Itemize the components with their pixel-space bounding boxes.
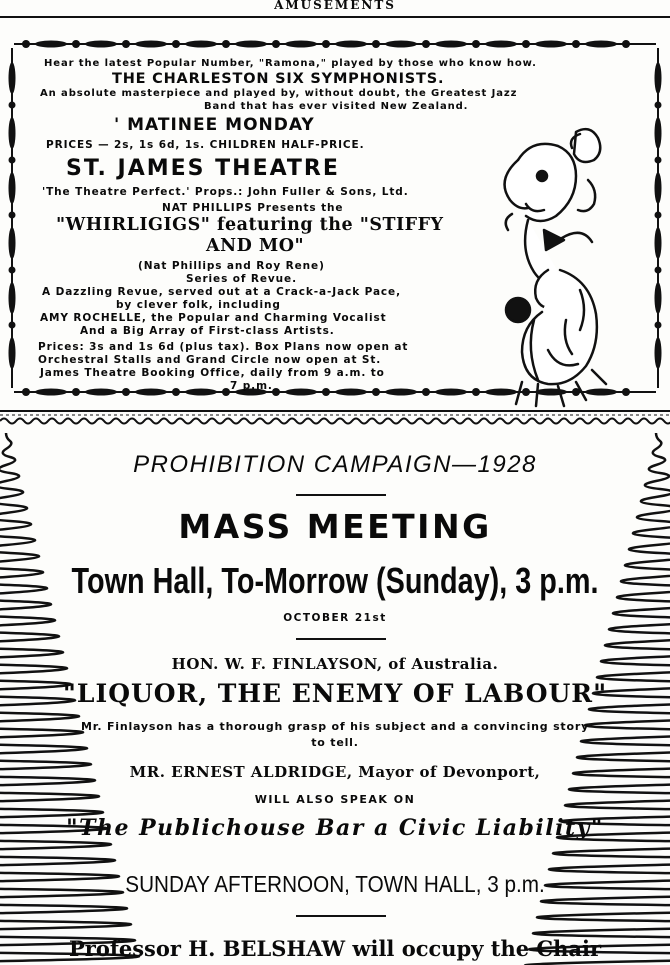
booking-info-2: Orchestral Stalls and Grand Circle now open at St. — [38, 354, 382, 366]
comedian-caricature-illustration — [488, 120, 613, 420]
header-rule — [0, 16, 670, 18]
show-title-1: "WHIRLIGIGS" featuring the "STIFFY — [56, 215, 444, 235]
speaker-1-line: HON. W. F. FINLAYSON, of Australia. — [171, 655, 499, 673]
mass-meeting-headline: MASS MEETING — [178, 507, 492, 546]
booking-info-1: Prices: 3s and 1s 6d (plus tax). Box Plans now open at — [38, 341, 409, 353]
speaker-1-description-1: Mr. Finlayson has a thorough grasp of his subject and a convincing story — [80, 720, 590, 733]
also-speak-line: WILL ALSO SPEAK ON — [254, 793, 416, 806]
intro-text: Hear the latest Popular Number, "Ramona," played by those who know how. — [44, 58, 537, 69]
section-header — [0, 0, 670, 16]
speaker-1-description-2: to tell. — [311, 736, 359, 749]
prices-line: PRICES — 2s, 1s 6d, 1s. CHILDREN HALF-PRICE. — [46, 139, 365, 151]
booking-info-3: James Theatre Booking Office, daily from 9 a.m. to — [40, 367, 385, 379]
speaker-2-line: MR. ERNEST ALDRIDGE, Mayor of Devonport, — [129, 763, 541, 781]
matinee-heading: ' MATINEE MONDAY — [114, 115, 315, 135]
presenter-line: NAT PHILLIPS Presents the — [162, 202, 344, 214]
mass-meeting-advertisement — [0, 425, 670, 965]
campaign-heading: PROHIBITION CAMPAIGN—1928 — [133, 451, 537, 478]
divider-2 — [296, 638, 386, 640]
series-line: Series of Revue. — [186, 273, 297, 285]
theatre-advertisement — [6, 38, 664, 398]
ornamental-separator — [0, 405, 670, 425]
stars-line: (Nat Phillips and Roy Rene) — [138, 260, 325, 272]
band-name: THE CHARLESTON SIX SYMPHONISTS. — [112, 71, 445, 87]
revue-description-3: AMY ROCHELLE, the Popular and Charming Vocalist — [40, 312, 387, 324]
chair-line: Professor H. BELSHAW will occupy the Chair — [68, 936, 602, 961]
theatre-tagline: 'The Theatre Perfect.' Props.: John Fuller & Sons, Ltd. — [42, 186, 409, 198]
when-line: SUNDAY AFTERNOON, TOWN HALL, 3 p.m. — [125, 871, 545, 897]
divider-1 — [296, 494, 386, 496]
date-line: OCTOBER 21st — [283, 612, 387, 624]
revue-description-2: by clever folk, including — [116, 299, 281, 311]
theatre-name: ST. JAMES THEATRE — [66, 156, 340, 181]
topic-1-line: "LIQUOR, THE ENEMY OF LABOUR" — [62, 679, 608, 708]
show-title-2: AND MO" — [206, 236, 305, 256]
booking-info-4: 7 p.m. — [230, 380, 273, 392]
venue-line: Town Hall, To-Morrow (Sunday), 3 p.m. — [71, 560, 599, 601]
section-title: AMUSEMENTS — [274, 0, 396, 12]
band-description-2: Band that has ever visited New Zealand. — [204, 101, 469, 112]
topic-2-line: "The Publichouse Bar a Civic Liability" — [66, 815, 604, 841]
divider-3 — [296, 915, 386, 917]
band-description-1: An absolute masterpiece and played by, without doubt, the Greatest Jazz — [40, 88, 518, 99]
revue-description-1: A Dazzling Revue, served out at a Crack-a-Jack Pace, — [42, 286, 401, 298]
revue-description-4: And a Big Array of First-class Artists. — [80, 325, 335, 337]
